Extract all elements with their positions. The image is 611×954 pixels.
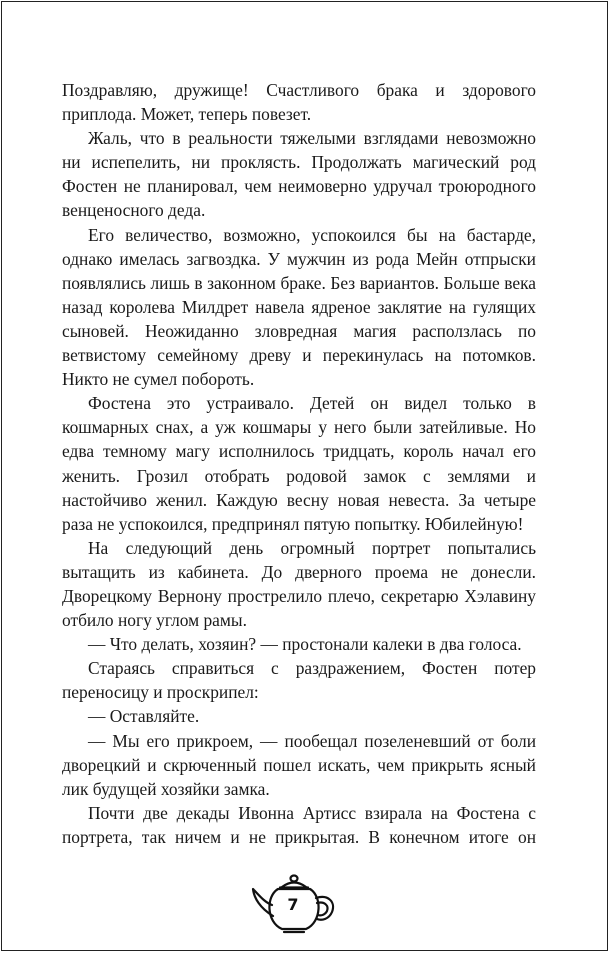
page-number-ornament [248, 872, 340, 936]
paragraph-9: — Мы его прикроем, — пообещал позеленевший от боли дворецкий и скрюченный пошел искать, чем прикрыть ясный лик будущей хозяйки замка. [62, 730, 536, 799]
book-text [62, 78, 536, 849]
paragraph-3: Его величество, возможно, успокоился бы на бастарде, однако имелась загвоздка. У мужчин из рода Мейн отпрыски появлялись лишь в законном браке. Без вариантов. Больше века назад королева Милдрет навела ядреное заклятие на гулящих сыновей. Неожиданно зловредная магия расползлась по ветвистому семейному древу и перекинулась на потомков. Никто не сумел побороть. [62, 224, 536, 390]
paragraph-4: Фостена это устраивало. Детей он видел только в кошмарных снах, а уж кошмары у него были затейливые. Но едва темному магу исполнилось тридцать, король начал его женить. Грозил отобрать родовой замок с землями и настойчиво женил. Каждую весну новая невеста. За четыре раза не успокоился, предпринял пятую попытку. Юбилейную! [62, 393, 536, 534]
paragraph-7: Стараясь справиться с раздражением, Фостен потер переносицу и проскрипел: [62, 658, 536, 703]
paragraph-10: Почти две декады Ивонна Артисс взирала на Фостена с портрета, так ничем и не прикрытая. В конечном итоге он [62, 802, 536, 847]
page-number: 7 [287, 895, 299, 914]
paragraph-1: Поздравляю, дружище! Счастливого брака и здорового приплода. Может, теперь повезет. [62, 80, 536, 125]
paragraph-2: Жаль, что в реальности тяжелыми взглядами невозможно ни испепелить, ни проклясть. Продолжать магический род Фостен не планировал, чем неимоверно удручал троюродного венценосного деда. [62, 128, 536, 221]
paragraph-8: — Оставляйте. [88, 706, 200, 727]
paragraph-6: — Что делать, хозяин? — простонали калеки в два голоса. [88, 634, 522, 655]
paragraph-5: На следующий день огромный портрет попытались вытащить из кабинета. До дверного проема не донесли. Дворецкому Вернону прострелило плечо, секретарю Хэлавину отбило ногу углом рамы. [62, 537, 536, 631]
